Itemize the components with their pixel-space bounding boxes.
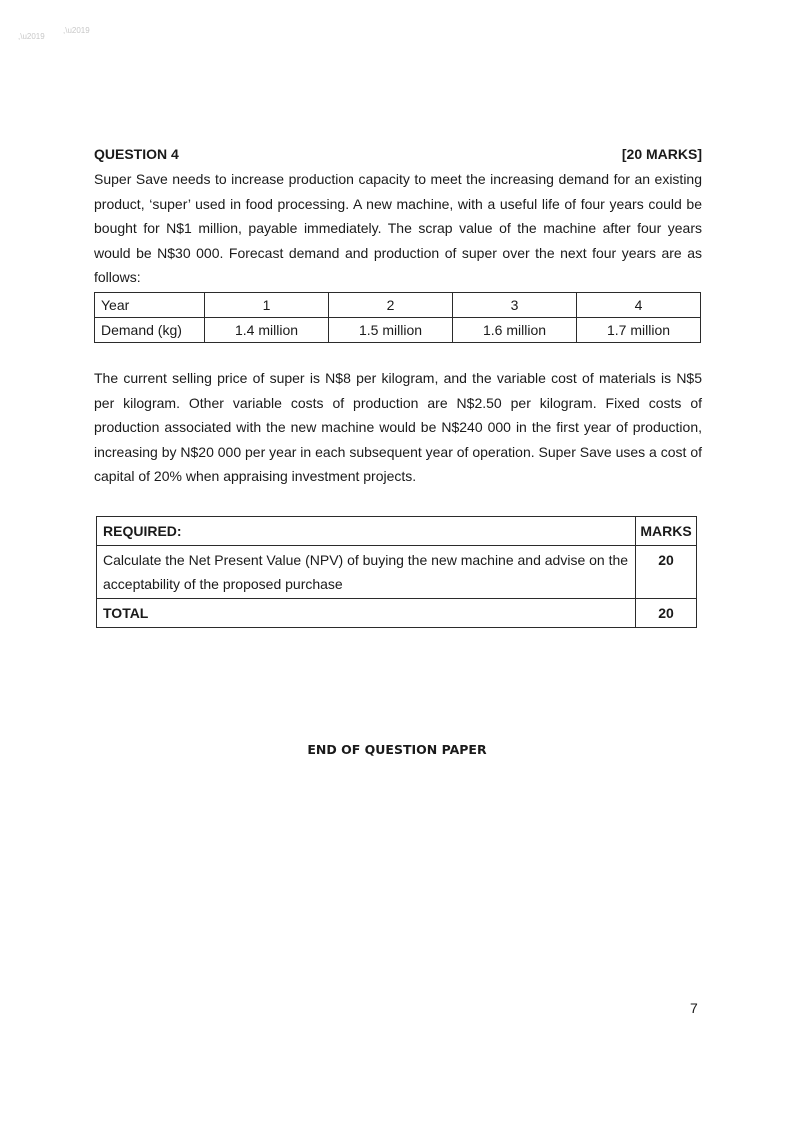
required-header: REQUIRED: xyxy=(97,517,636,546)
end-of-paper-note: END OF QUESTION PAPER xyxy=(307,742,487,757)
table-cell: 1.5 million xyxy=(329,318,453,343)
table-cell: Demand (kg) xyxy=(95,318,205,343)
table-cell: 3 xyxy=(453,293,577,318)
required-table xyxy=(96,516,697,628)
table-row xyxy=(97,517,697,546)
page-number: 7 xyxy=(690,1000,698,1016)
table-cell: Year xyxy=(95,293,205,318)
marks-header: MARKS xyxy=(636,517,697,546)
total-label: TOTAL xyxy=(97,599,636,628)
scan-artifact: ,\u2019 xyxy=(18,32,45,41)
table-cell: 2 xyxy=(329,293,453,318)
demand-table xyxy=(94,292,701,343)
task-marks: 20 xyxy=(636,546,697,599)
question-details: The current selling price of super is N$8 per kilogram, and the variable cost of materials is N$5 per kilogram. Other variable costs of production are N$2.50 per kilogram. Fixed costs of production associated with the new machine would be N$240 000 in the first year of production, increasing by N$20 000 per year in each subsequent year of operation. Super Save uses a cost of capital of 20% when appraising investment projects. xyxy=(94,370,702,484)
table-cell: 1.6 million xyxy=(453,318,577,343)
table-cell: 4 xyxy=(577,293,701,318)
table-row xyxy=(95,293,701,318)
question-marks: [20 MARKS] xyxy=(621,146,702,162)
question-intro: Super Save needs to increase production capacity to meet the increasing demand for an existing product, ‘super’ used in food processing. A new machine, with a useful life of four years could be bought for N$1 million, payable immediately. The scrap value of the machine after four years would be N$30 000. Forecast demand and production of super over the next four years are as follows: xyxy=(94,171,702,285)
question-title: QUESTION 4 xyxy=(94,146,179,162)
question-header xyxy=(94,144,702,164)
table-cell: 1 xyxy=(205,293,329,318)
table-cell: 1.4 million xyxy=(205,318,329,343)
total-marks: 20 xyxy=(636,599,697,628)
required-task: Calculate the Net Present Value (NPV) of buying the new machine and advise on the acceptability of the proposed purchase xyxy=(97,546,636,599)
table-row xyxy=(97,546,697,599)
scan-artifact: ,\u2019 xyxy=(63,26,90,35)
table-cell: 1.7 million xyxy=(577,318,701,343)
table-row xyxy=(95,318,701,343)
table-row xyxy=(97,599,697,628)
